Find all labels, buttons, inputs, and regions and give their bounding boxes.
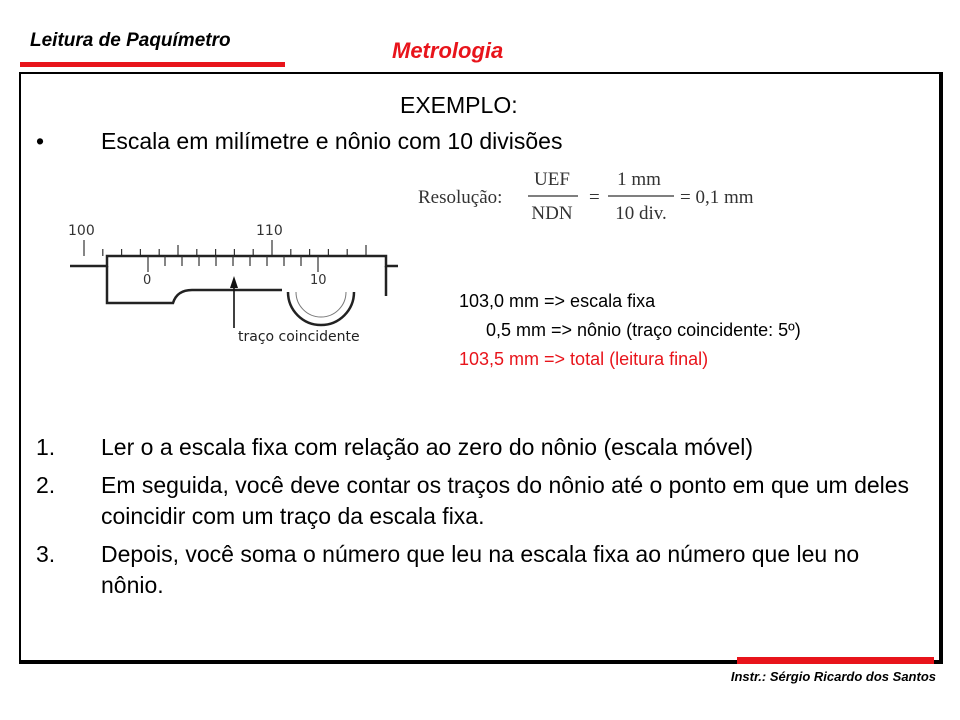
- header-subject-title: Metrologia: [392, 38, 504, 63]
- footer-instructor: Instr.: Sérgio Ricardo dos Santos: [730, 669, 936, 684]
- list-item-text: Ler o a escala fixa com relação ao zero do nônio (escala móvel): [101, 434, 754, 460]
- caliper-diagram: [60, 218, 400, 348]
- formula-label: Resolução:: [418, 187, 503, 208]
- formula-equals: =: [589, 187, 600, 208]
- fixed-scale-label-110: 110: [256, 223, 283, 239]
- bullet-text: Escala em milímetre e nônio com 10 divisões: [101, 128, 563, 154]
- bullet-marker: •: [36, 128, 45, 154]
- resolution-formula: [418, 168, 788, 230]
- coincident-arrow-icon: [230, 276, 238, 288]
- caliper-thumb-wheel: [288, 292, 354, 325]
- vernier-scale-ticks: [148, 256, 318, 272]
- list-item: [36, 539, 921, 601]
- list-item-number: 3.: [36, 541, 56, 567]
- formula-result: = 0,1 mm: [680, 187, 754, 208]
- reading-fixed-scale: 103,0 mm => escala fixa: [459, 291, 656, 311]
- list-item-number: 1.: [36, 434, 56, 460]
- list-item: [36, 470, 921, 532]
- caliper-thumb-wheel-inner: [296, 292, 346, 317]
- vernier-slider-body: [107, 266, 282, 303]
- list-item-number: 2.: [36, 472, 56, 498]
- list-item-text: Depois, você soma o número que leu na escala fixa ao número que leu no nônio.: [101, 541, 860, 598]
- formula-denominator-right: 10 div.: [615, 203, 667, 224]
- footer-accent-line: [737, 657, 934, 664]
- list-item-text: Em seguida, você deve contar os traços do nônio até o ponto em que um deles coincidir com um traço da escala fixa.: [101, 472, 910, 529]
- vernier-label-10: 10: [310, 273, 327, 288]
- reading-vernier: 0,5 mm => nônio (traço coincidente: 5º): [486, 320, 801, 340]
- reading-total: 103,5 mm => total (leitura final): [459, 349, 709, 369]
- vernier-label-0: 0: [143, 273, 152, 288]
- fixed-scale-ticks: [84, 240, 366, 256]
- formula-numerator-right: 1 mm: [617, 169, 661, 190]
- steps-list: [36, 432, 921, 608]
- reading-results: [459, 287, 801, 374]
- coincident-caption: traço coincidente: [238, 329, 360, 345]
- header-course-title: Leitura de Paquímetro: [30, 30, 231, 51]
- formula-denominator-left: NDN: [531, 203, 573, 224]
- list-item: [36, 432, 921, 463]
- header-accent-line: [20, 62, 285, 67]
- fixed-scale-label-100: 100: [68, 223, 95, 239]
- formula-numerator-left: UEF: [534, 169, 570, 190]
- example-heading: EXEMPLO:: [400, 92, 518, 118]
- fixed-scale-body: [70, 256, 398, 266]
